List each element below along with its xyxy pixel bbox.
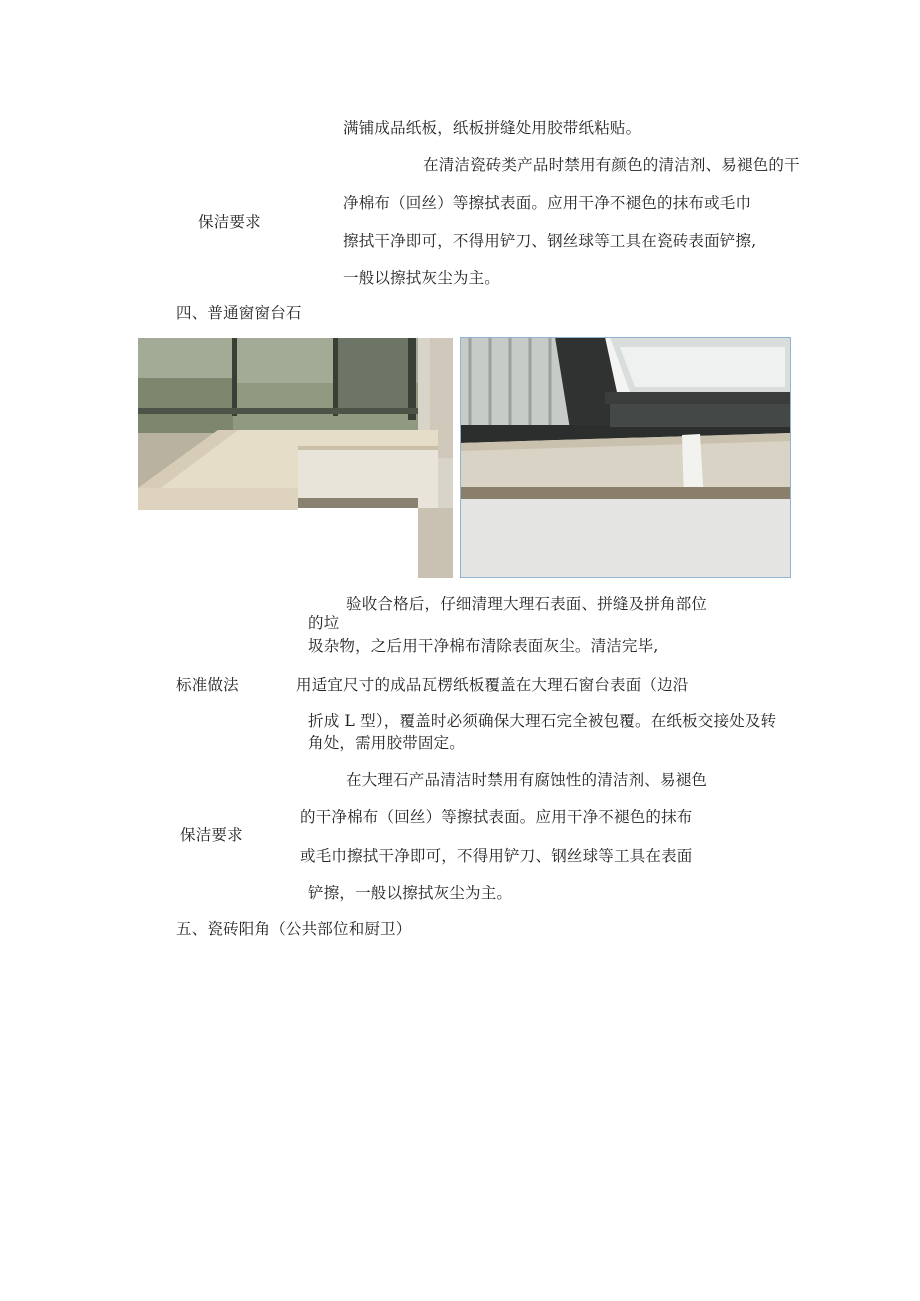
window-sill-tape-photo — [460, 337, 791, 578]
paragraph-line: 净棉布（回丝）等擦拭表面。应用干净不褪色的抹布或毛巾 — [343, 194, 752, 212]
paragraph-line: 铲擦，一般以擦拭灰尘为主。 — [308, 884, 513, 902]
paragraph-line: 的干净棉布（回丝）等擦拭表面。应用干净不褪色的抹布 — [300, 808, 693, 826]
section-heading: 五、瓷砖阳角（公共部位和厨卫） — [176, 920, 412, 938]
row-label-cleaning: 保洁要求 — [180, 826, 243, 844]
paragraph-line: 擦拭干净即可，不得用铲刀、钢丝球等工具在瓷砖表面铲擦, — [343, 232, 757, 250]
section-heading: 四、普通窗窗台石 — [176, 304, 302, 322]
paragraph-line: 一般以擦拭灰尘为主。 — [343, 269, 501, 287]
row-label-standard: 标准做法 — [176, 676, 239, 694]
paragraph-line: 用适宜尺寸的成品瓦楞纸板覆盖在大理石窗台表面（边沿 — [296, 676, 689, 694]
paragraph-line: 圾杂物，之后用干净棉布清除表面灰尘。清洁完毕, — [308, 637, 659, 655]
paragraph-line: 在清洁瓷砖类产品时禁用有颜色的清洁剂、易褪色的干 — [423, 156, 800, 174]
paragraph-line: 验收合格后，仔细清理大理石表面、拼缝及拼角部位 — [346, 595, 708, 613]
paragraph-line: 或毛巾擦拭干净即可，不得用铲刀、钢丝球等工具在表面 — [300, 847, 693, 865]
paragraph-line: 在大理石产品清洁时禁用有腐蚀性的清洁剂、易褪色 — [346, 771, 708, 789]
paragraph-line: 角处，需用胶带固定。 — [308, 734, 466, 752]
paragraph-line: 满铺成品纸板，纸板拼缝处用胶带纸粘贴。 — [343, 119, 642, 137]
window-sill-cardboard-photo — [138, 338, 453, 578]
row-label-cleaning: 保洁要求 — [198, 213, 261, 231]
paragraph-line: 的垃 — [308, 614, 340, 632]
paragraph-line: 折成 L 型），覆盖时必须确保大理石完全被包覆。在纸板交接处及转 — [308, 712, 777, 730]
